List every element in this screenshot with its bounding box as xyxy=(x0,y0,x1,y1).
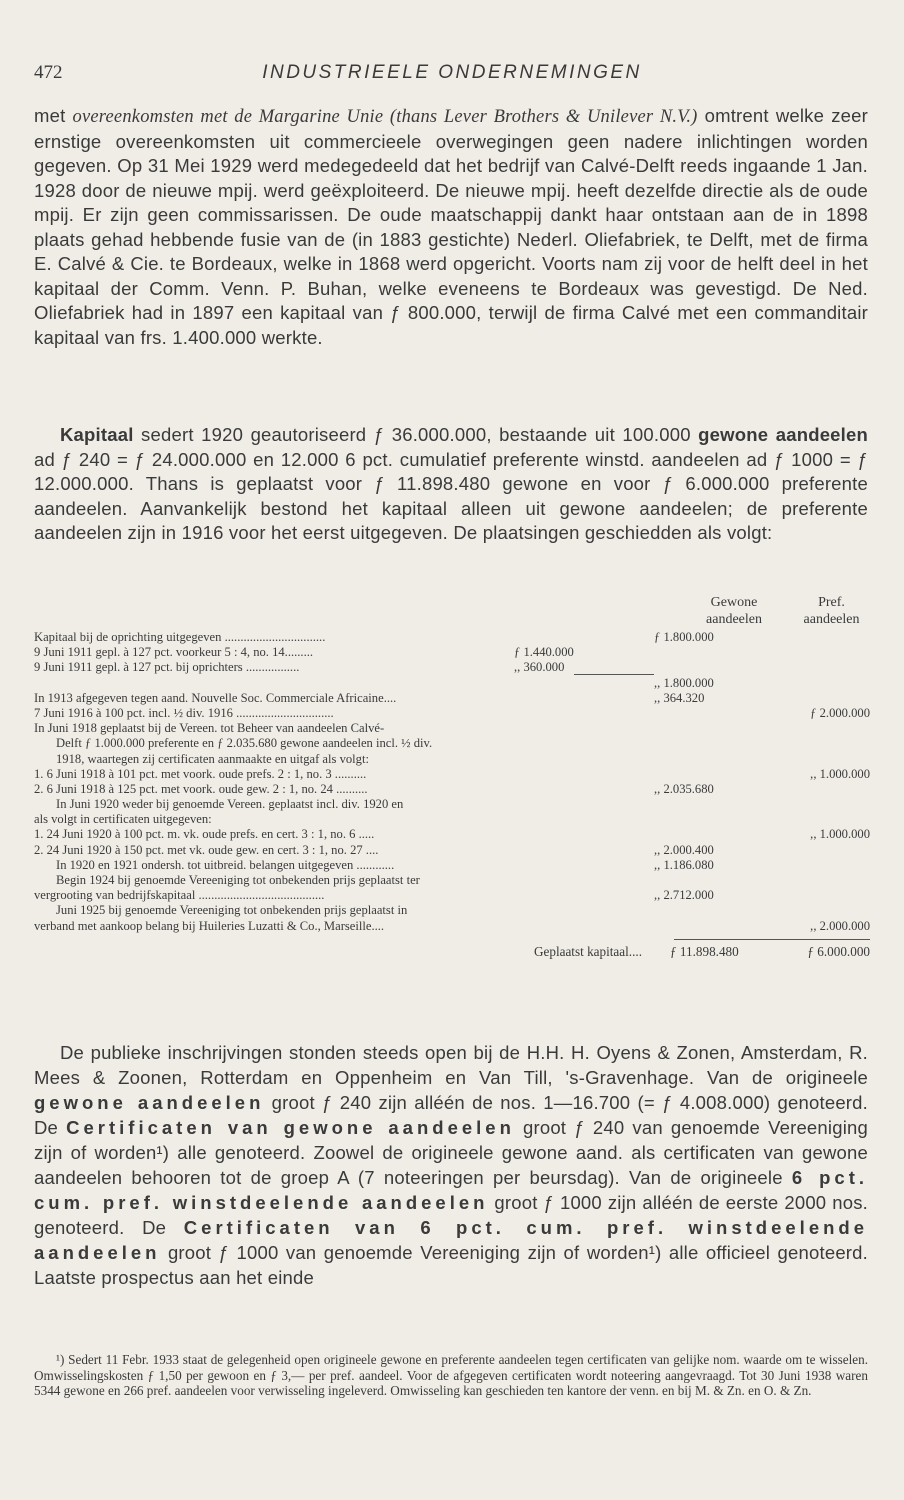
table-row xyxy=(34,676,870,691)
table-column-headers xyxy=(34,594,870,630)
row-gewone-amount: ,, 2.035.680 xyxy=(654,781,714,796)
row-description: In 1913 afgegeven tegen aand. Nouvelle Soc. Commerciale Africaine.... xyxy=(34,690,397,705)
table-row xyxy=(34,873,870,888)
row-description: Juni 1925 bij genoemde Vereeniging tot onbekenden prijs geplaatst in xyxy=(56,903,408,918)
table-row xyxy=(34,843,870,858)
table-row xyxy=(34,797,870,812)
table-row xyxy=(34,782,870,797)
total-gewone: ƒ 11.898.480 xyxy=(670,943,739,959)
table-body xyxy=(34,630,870,934)
table-row xyxy=(34,767,870,782)
total-pref: ƒ 6.000.000 xyxy=(807,943,870,959)
row-description: als volgt in certificaten uitgegeven: xyxy=(34,812,212,827)
paragraph-kapitaal xyxy=(34,423,868,546)
row-description: Delft ƒ 1.000.000 preferente en ƒ 2.035.680 gewone aandeelen incl. ½ div. xyxy=(56,736,433,751)
table-row xyxy=(34,888,870,903)
row-gewone-amount: ,, 1.186.080 xyxy=(654,857,714,872)
table-row xyxy=(34,812,870,827)
row-description: 2. 24 Juni 1920 à 150 pct. met vk. oude gew. en cert. 3 : 1, no. 27 .... xyxy=(34,842,379,857)
running-title: INDUSTRIEELE ONDERNEMINGEN xyxy=(262,62,642,83)
table-row xyxy=(34,630,870,645)
para1-text: omtrent welke zeer ernstige overeenkomsten uit commercieele overwegingen geen nadere inlichtingen worden gegeven. Op 31 Mei 1929 werd medegedeeld dat het bedrijf van Calvé-Delft reeds ingaande 1 Jan. 1928 door de nieuwe mpij. werd geëxploiteerd. De nieuwe mpij. heeft dezelfde directie als de oude mpij. Er zijn geen commissarissen. De oude maatschappij dankt haar ontstaan aan de in 1898 plaats gehad hebbende fusie van de (in 1883 gestichte) Nederl. Oliefabriek, te Delft, met de firma E. Calvé & Cie. te Bordeaux, welke in 1868 werd opgericht. Voorts nam zij voor de helft deel in het kapitaal der Comm. Venn. P. Buhan, welke eveneens te Bordeaux was gevestigd. De Ned. Oliefabriek had in 1897 een kapitaal van ƒ 800.000, terwijl de firma Calvé met een commanditair kapitaal van frs. 1.400.000 werkte. xyxy=(34,105,868,348)
para1-italic: overeenkomsten met de Margarine Unie (thans Lever Brothers & Unilever N.V.) xyxy=(72,107,698,127)
table-row xyxy=(34,736,870,751)
row-description: 1918, waartegen zij certificaten aanmaakte en uitgaf als volgt: xyxy=(56,751,369,766)
table-row xyxy=(34,858,870,873)
row-pref-amount: ,, 1.000.000 xyxy=(810,766,870,781)
footnote-text: ¹) Sedert 11 Febr. 1933 staat de gelegenheid open origineele gewone en preferente aandeelen tegen certificaten van gelijke nom. waarde om te wisselen. Omwisselingskosten ƒ 1,50 per gewoon en ƒ 3,— per pref. aandeel. Voor de afgegeven certificaten wordt noteering aangevraagd. Tot 30 Juni 1938 waren 5344 gewone en 266 pref. aandeelen voor verwisseling ingeleverd. Omwisseling kan geschieden ten kantore der venn. en bij M. & Zn. en O. & Zn. xyxy=(34,1352,868,1399)
page-number: 472 xyxy=(34,62,63,83)
placement-table xyxy=(34,594,870,962)
table-row xyxy=(34,721,870,736)
paragraph-history xyxy=(34,104,868,350)
table-row xyxy=(34,645,870,660)
column-header-gewone: Gewone aandeelen xyxy=(706,595,762,627)
row-gewone-amount: ƒ 1.800.000 xyxy=(654,630,714,644)
row-pref-amount: ,, 2.000.000 xyxy=(810,918,870,933)
total-label: Geplaatst kapitaal.... xyxy=(533,943,642,959)
row-pref-amount: ƒ 2.000.000 xyxy=(810,705,870,720)
row-gewone-amount: ,, 2.000.400 xyxy=(654,842,714,857)
spaced-gewone-aandeelen: gewone aandeelen xyxy=(34,1092,265,1113)
table-total-row xyxy=(34,944,870,962)
table-row xyxy=(34,752,870,767)
row-description: 7 Juni 1916 à 100 pct. incl. ½ div. 1916 ............................... xyxy=(34,705,334,720)
row-description: In Juni 1920 weder bij genoemde Vereen. geplaatst incl. div. 1920 en xyxy=(56,797,404,812)
row-description: verband met aankoop belang bij Huileries Luzatti & Co., Marseille.... xyxy=(34,918,385,933)
table-row xyxy=(34,706,870,721)
row-pref-amount: ,, 1.000.000 xyxy=(810,827,870,842)
para2-text1: sedert 1920 geautoriseerd ƒ 36.000.000, bestaande uit 100.000 xyxy=(133,424,699,445)
row-description: 9 Juni 1911 gepl. à 127 pct. bij oprichters ................. xyxy=(34,660,300,675)
spaced-certificaten-gewone: Certificaten van gewone aandeelen xyxy=(66,1117,515,1138)
table-row xyxy=(34,691,870,706)
row-description: vergrooting van bedrijfskapitaal ........................................ xyxy=(34,888,325,903)
subtotal-rule xyxy=(574,674,654,675)
row-gewone-amount: ,, 1.800.000 xyxy=(654,675,714,690)
row-subamount: ,, 360.000 xyxy=(514,660,565,675)
column-header-pref: Pref. aandeelen xyxy=(803,595,860,627)
spaced-pref-aandeelen: 6 pct. cum. pref. winstdeelende aandeelen xyxy=(34,1167,868,1213)
footnote xyxy=(34,1352,868,1399)
table-row xyxy=(34,660,870,675)
para2-text2: ad ƒ 240 = ƒ 24.000.000 en 12.000 6 pct. cumulatief preferente winstd. aandeelen ad ƒ 1000 = ƒ 12.000.000. Thans is geplaatst voor ƒ 11.898.480 gewone en voor ƒ 6.000.000 preferente aandeelen. Aanvankelijk bestond het kapitaal alleen uit gewone aandeelen; de preferente aandeelen zijn in 1916 voor het eerst uitgegeven. De plaatsingen geschiedden als volgt: xyxy=(34,448,868,543)
row-gewone-amount: ,, 364.320 xyxy=(654,690,705,705)
table-row xyxy=(34,827,870,842)
kapitaal-heading: Kapitaal xyxy=(60,424,134,445)
total-rule xyxy=(674,939,870,940)
row-description: In 1920 en 1921 ondersh. tot uitbreid. belangen uitgegeven ............ xyxy=(56,857,395,872)
paragraph-inschrijvingen: De publieke inschrijvingen stonden steeds open bij de H.H. H. Oyens & Zonen, Amsterdam, R. Mees & Zoonen, Rotterdam en Oppenheim en Van Till, 's-Gravenhage. Van de origineele gewone aandeelen groot ƒ 240 zijn alléén de nos. 1—16.700 (= ƒ 4.008.000) genoteerd. De Certificaten van gewone aandeelen groot ƒ 240 van genoemde Vereeniging zijn of worden¹) alle genoteerd. Zoowel de origineele gewone aand. als certificaten van gewone aandeelen behooren tot de groep A (7 noteeringen per beursdag). Van de origineele 6 pct. cum. pref. winstdeelende aandeelen groot ƒ 1000 zijn alléén de eerste 2000 nos. genoteerd. De Certificaten van 6 pct. cum. pref. winstdeelende aandeelen groot ƒ 1000 van genoemde Vereeniging zijn of worden¹) alle officieel genoteerd. Laatste prospectus aan het einde xyxy=(34,1042,869,1288)
row-description: In Juni 1918 geplaatst bij de Vereen. tot Beheer van aandeelen Calvé- xyxy=(34,721,385,736)
row-description: Begin 1924 bij genoemde Vereeniging tot onbekenden prijs geplaatst ter xyxy=(56,873,420,887)
row-subamount: ƒ 1.440.000 xyxy=(514,645,574,660)
page-header xyxy=(34,62,870,88)
row-gewone-amount: ,, 2.712.000 xyxy=(654,888,714,903)
row-description: Kapitaal bij de oprichting uitgegeven ................................ xyxy=(34,630,326,644)
spaced-certificaten-pref: Certificaten van 6 pct. cum. pref. winstdeelende aandeelen xyxy=(34,1217,868,1263)
para1-lead: met xyxy=(34,105,73,126)
row-description: 9 Juni 1911 gepl. à 127 pct. voorkeur 5 : 4, no. 14......... xyxy=(34,645,314,660)
gewone-aandeelen-heading: gewone aandeelen xyxy=(698,424,868,445)
table-row xyxy=(34,919,870,934)
row-description: 1. 24 Juni 1920 à 100 pct. m. vk. oude prefs. en cert. 3 : 1, no. 6 ..... xyxy=(34,827,375,842)
row-description: 2. 6 Juni 1918 à 125 pct. met voork. oude gew. 2 : 1, no. 24 .......... xyxy=(34,781,368,796)
table-row xyxy=(34,903,870,918)
row-description: 1. 6 Juni 1918 à 101 pct. met voork. oude prefs. 2 : 1, no. 3 .......... xyxy=(34,766,367,781)
